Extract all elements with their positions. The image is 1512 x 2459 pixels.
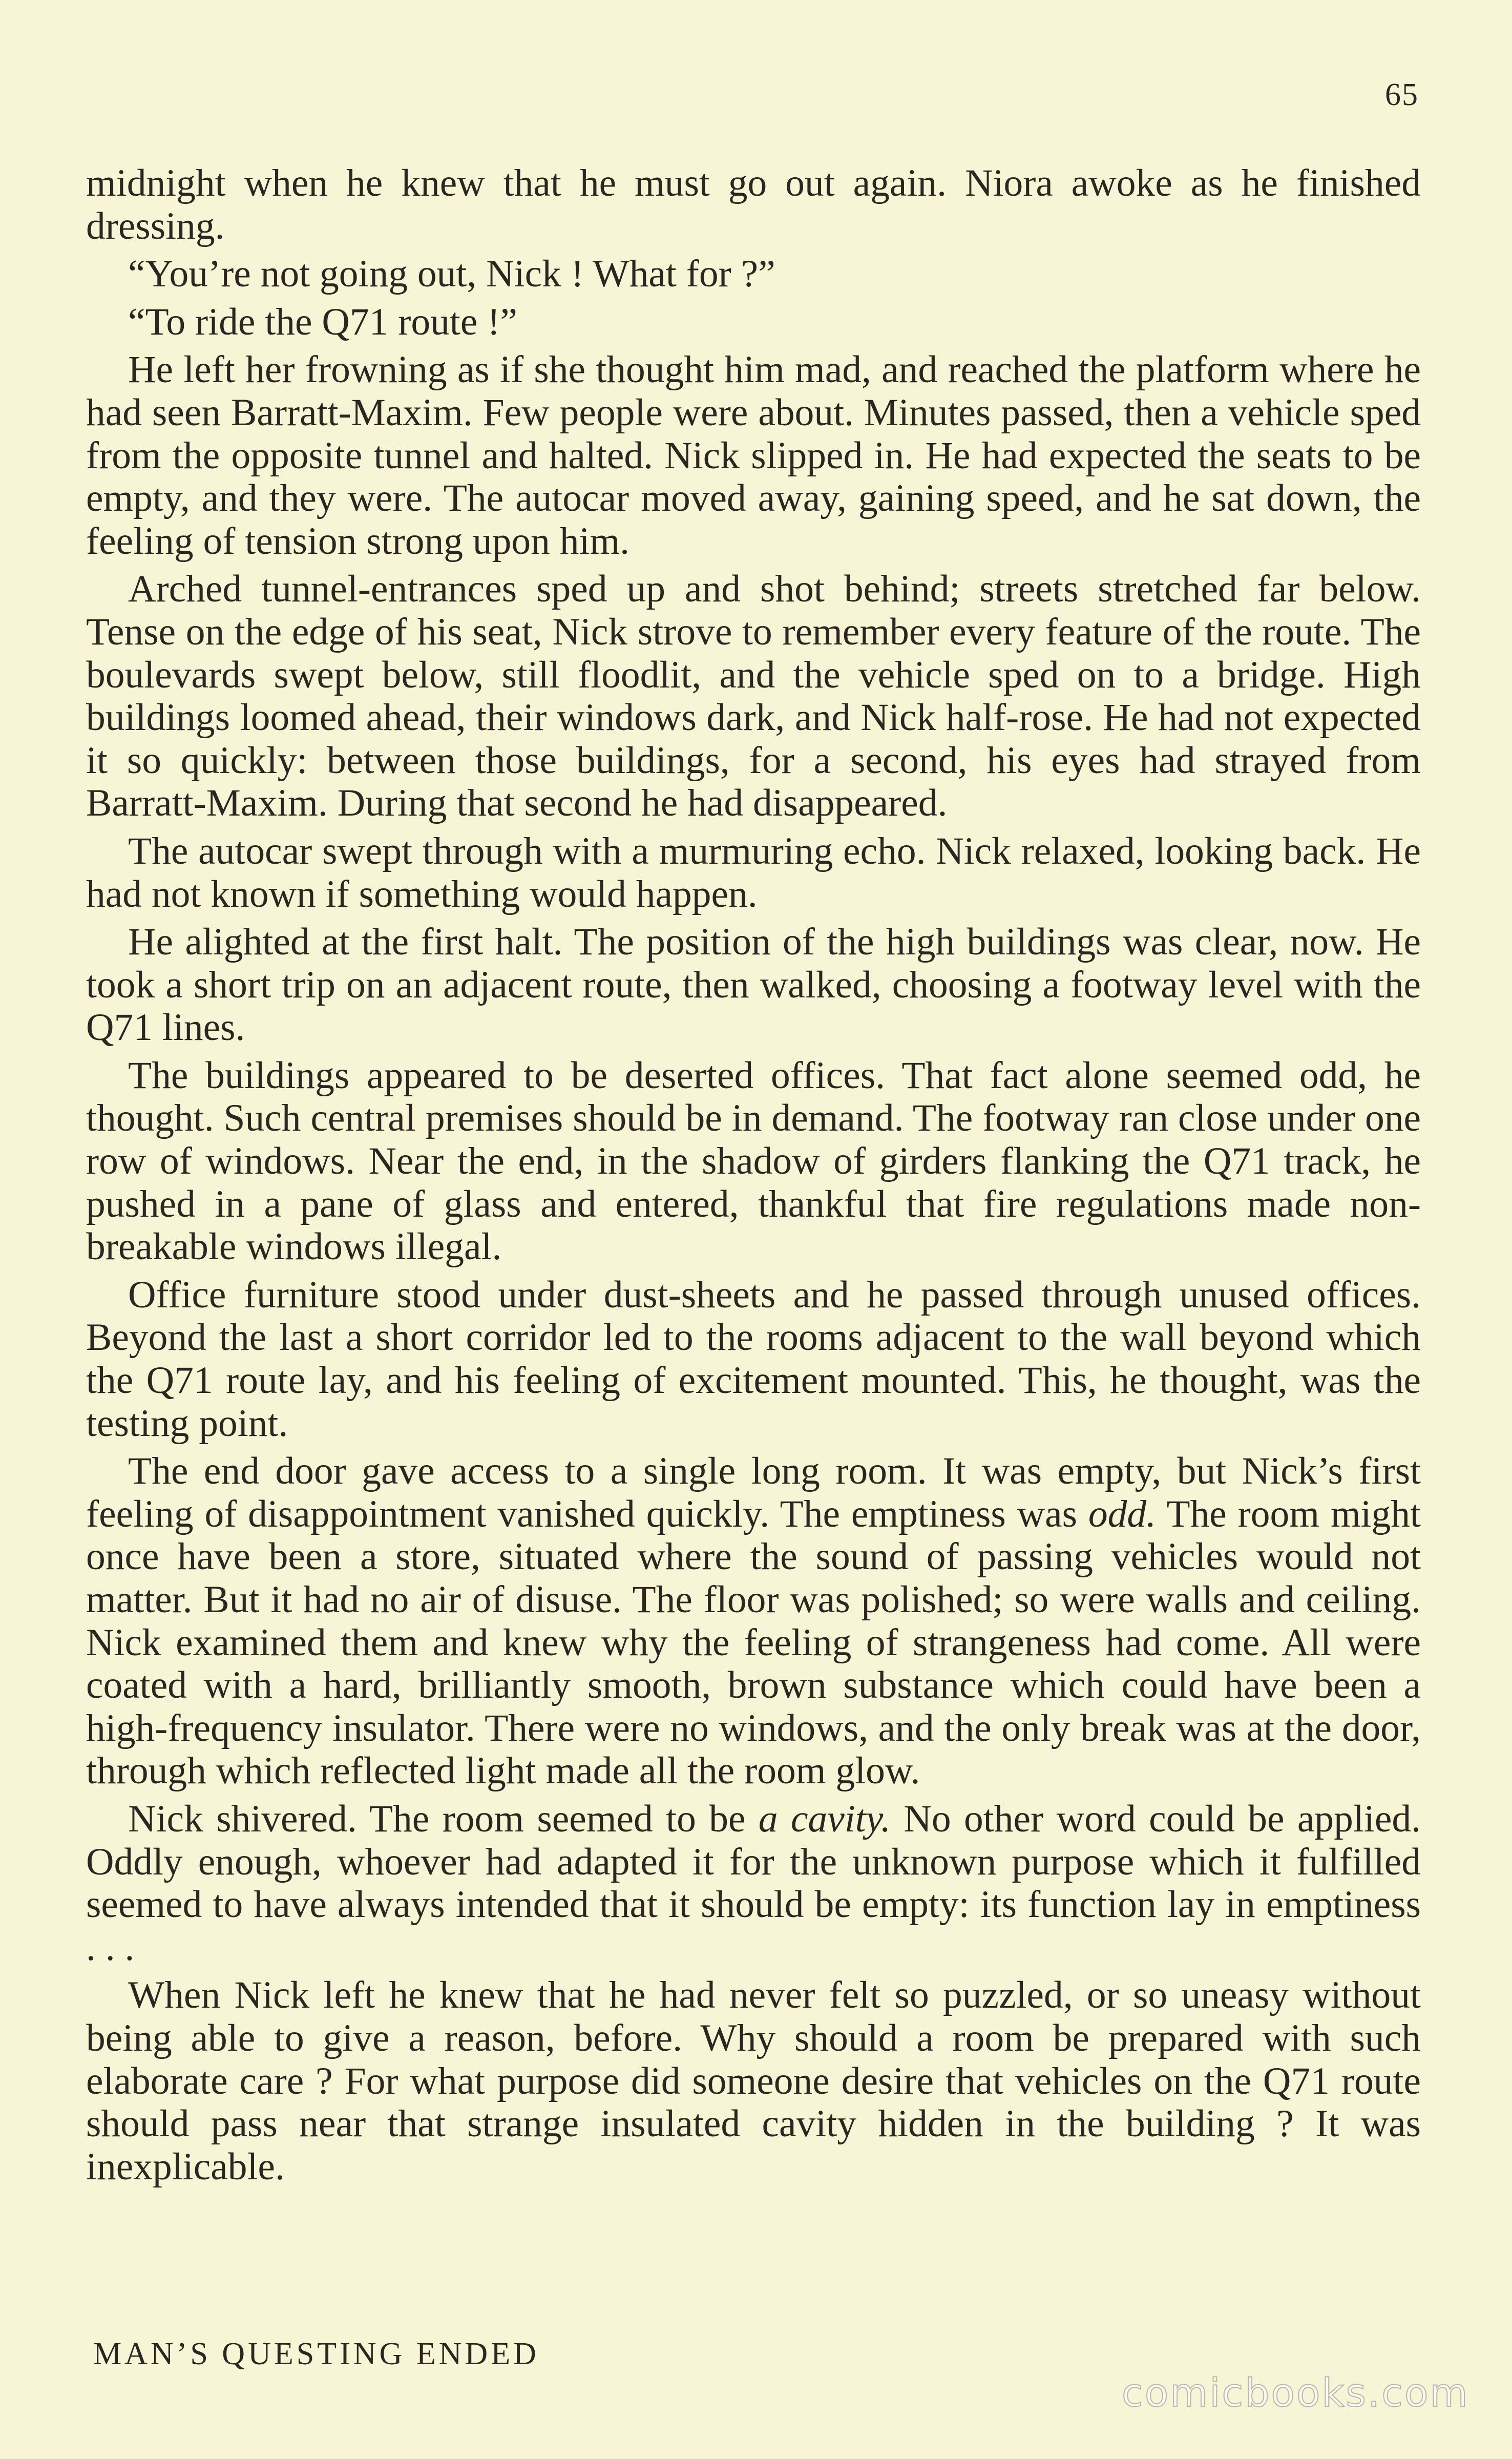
paragraph-dialogue-niora: “You’re not going out, Nick ! What for ?” — [128, 253, 775, 296]
watermark: comicbooks.com — [1122, 2370, 1469, 2415]
paragraph-platform: He left her frowning as if she thought him mad, and reached the platform where he had seen Barratt-Maxim. Few people were about. Minutes passed, then a vehicle sped from the opposite tunnel and halted. Nick slipped in. He had expected the seats to be empty, and they were. The autocar moved away, gaining speed, and he sat down, the feeling of tension strong upon him. — [86, 348, 1421, 562]
paragraph-office-furniture: Office furniture stood under dust-sheets and he passed through unused offices. Beyond the last a short corridor led to the rooms adjacent to the wall beyond which the Q71 route lay, and his feeling of excitement mounted. This, he thought, was the testing point. — [86, 1273, 1421, 1445]
page-number: 65 — [1385, 77, 1419, 112]
paragraph-long-room-text-b: The room might once have been a store, situated where the sound of passing vehicles would not matter. But it had no air of disuse. The floor was polished; so were walls and ceiling. Nick examined them and knew why the feeling of strangeness had come. All were coated with a hard, brilliantly smooth, brown substance which could have been a high-frequency insulator. There were no windows, and the only break was at the door, through which reflected light made all the room glow. — [86, 1492, 1421, 1793]
paragraph-alighted: He alighted at the first halt. The position of the high buildings was clear, now. He took a short trip on an adjacent route, then walked, choosing a footway level with the Q71 lines. — [86, 921, 1421, 1049]
paragraph-nick-shivered-text-b: No other word could be applied. Oddly enough, whoever had adapted it for the unknown purpose which it fulfilled seemed to have always intended that it should be empty: its function lay in emptiness . . . — [86, 1797, 1421, 1969]
paragraph-deserted-offices: The buildings appeared to be deserted offices. That fact alone seemed odd, he thought. Such central premises should be in demand. The footway ran close under one row of windows. Near the end, in the shadow of girders flanking the Q71 track, he pushed in a pane of glass and entered, thankful that fire regulations made non-breakable windows illegal. — [86, 1054, 1421, 1268]
story-text — [86, 162, 1421, 2193]
paragraph-tunnels: Arched tunnel-entrances sped up and shot behind; streets stretched far below. Tense on the edge of his seat, Nick strove to remember every feature of the route. The boulevards swept below, still floodlit, and the vehicle sped on to a bridge. High buildings loomed ahead, their windows dark, and Nick half-rose. He had not expected it so quickly: between those buildings, for a second, his eyes had strayed from Barratt-Maxim. During that second he had disappeared. — [86, 568, 1421, 825]
emphasis-a-cavity: a cavity. — [758, 1797, 891, 1840]
paragraph-autocar-echo: The autocar swept through with a murmuring echo. Nick relaxed, looking back. He had not known if something would happen. — [86, 829, 1421, 915]
paragraph-nick-shivered-text-a: Nick shivered. The room seemed to be — [128, 1797, 759, 1840]
paragraph-long-room-text-a: The end door gave access to a single long room. It was empty, but Nick’s first feeling of disappointment vanished quickly. The emptiness was — [86, 1450, 1421, 1535]
paragraph-continuation: midnight when he knew that he must go out again. Niora awoke as he finished dressing. — [86, 162, 1421, 247]
paragraph-nick-shivered — [86, 1798, 1421, 1969]
emphasis-odd: odd. — [1088, 1492, 1156, 1535]
paragraph-dialogue-nick: “To ride the Q71 route !” — [128, 300, 517, 343]
running-footer-title: MAN’S QUESTING ENDED — [93, 2337, 539, 2371]
paragraph-long-room — [86, 1450, 1421, 1793]
paragraph-inexplicable: When Nick left he knew that he had never felt so puzzled, or so uneasy without being able to give a reason, before. Why should a room be prepared with such elaborate care ? For what purpose did someone desire that vehicles on the Q71 route should pass near that strange insulated cavity hidden in the building ? It was inexplicable. — [86, 1974, 1421, 2188]
